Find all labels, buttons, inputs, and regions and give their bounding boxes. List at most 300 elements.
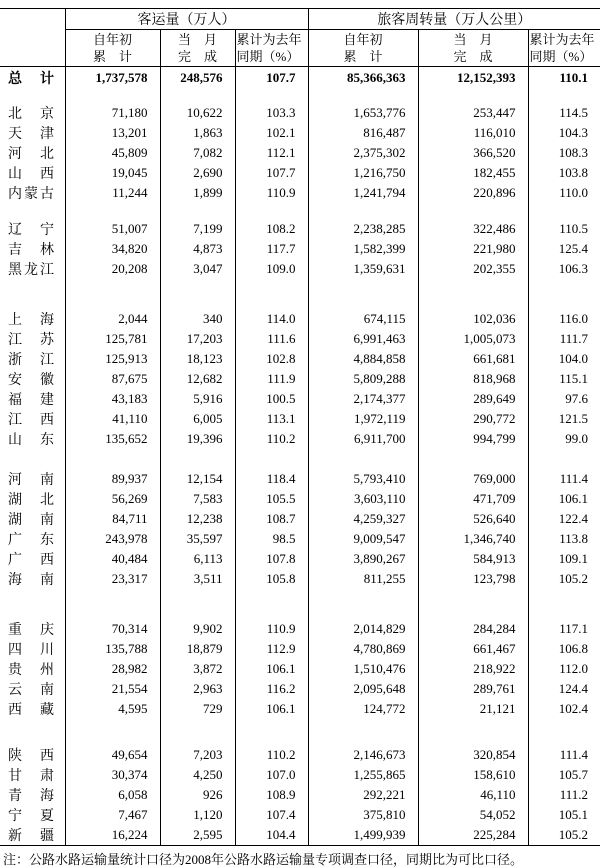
spacer-cell <box>0 449 65 469</box>
region-name-cell <box>0 765 65 785</box>
passenger-cumulative-value: 23,317 <box>65 569 160 589</box>
passenger-cumulative-value: 21,554 <box>65 679 160 699</box>
region-name-cell <box>0 309 65 329</box>
header-line: 完 成 <box>177 49 217 64</box>
turnover-yoy-value: 111.4 <box>559 471 588 486</box>
spacer-cell <box>235 89 308 103</box>
passenger-turnover-group-header: 旅客周转量（万人公里） <box>308 9 600 30</box>
passenger-cumulative-value: 49,654 <box>65 745 160 765</box>
passenger-yoy-value: 107.4 <box>235 805 308 825</box>
passenger-month-value: 7,203 <box>160 745 235 765</box>
passenger-month-value: 4,873 <box>160 239 235 259</box>
turnover-cumulative-value: 5,809,288 <box>308 369 418 389</box>
turnover-cumulative-value: 3,603,110 <box>308 489 418 509</box>
spacer-cell <box>235 279 308 309</box>
turnover-cumulative-value: 6,991,463 <box>308 329 418 349</box>
header-line: 同期（%） <box>529 49 593 64</box>
region-name-cell <box>0 163 65 183</box>
passenger-yoy-value: 112.1 <box>235 143 308 163</box>
turnover-month-value: 289,649 <box>418 389 528 409</box>
spacer-row <box>0 589 600 619</box>
spacer-cell <box>308 279 418 309</box>
passenger-yoy-value: 105.5 <box>235 489 308 509</box>
spacer-cell <box>418 279 528 309</box>
passenger-month-value: 729 <box>160 699 235 719</box>
spacer-cell <box>308 203 418 219</box>
passenger-yoy-value: 105.8 <box>235 569 308 589</box>
passenger-yoy-value: 103.3 <box>235 103 308 123</box>
passenger-cumulative-value: 125,913 <box>65 349 160 369</box>
region-name: 贵州 <box>8 663 54 678</box>
passenger-cumulative-value: 6,058 <box>65 785 160 805</box>
turnover-month-value: 769,000 <box>418 469 528 489</box>
passenger-month-value: 17,203 <box>160 329 235 349</box>
province-row <box>0 619 600 639</box>
turnover-yoy-value: 124.4 <box>558 681 588 696</box>
turnover-cumulative-value: 292,221 <box>308 785 418 805</box>
region-name: 内蒙古 <box>8 187 54 202</box>
passenger-yoy-value: 117.7 <box>235 239 308 259</box>
region-name: 四川 <box>8 643 54 658</box>
passenger-cumulative-value: 19,045 <box>65 163 160 183</box>
passenger-yoy-value: 107.7 <box>235 67 308 90</box>
passenger-cumulative-value: 71,180 <box>65 103 160 123</box>
turnover-cumulative-value: 674,115 <box>308 309 418 329</box>
region-name-cell <box>0 549 65 569</box>
passenger-month-value: 1,899 <box>160 183 235 203</box>
turnover-cumulative-value: 1,582,399 <box>308 239 418 259</box>
spacer-cell <box>0 589 65 619</box>
turnover-month-value: 584,913 <box>418 549 528 569</box>
turnover-month-value: 12,152,393 <box>418 67 528 90</box>
passenger-cumulative-value: 7,467 <box>65 805 160 825</box>
province-row <box>0 639 600 659</box>
spacer-cell <box>418 449 528 469</box>
region-name: 黑龙江 <box>8 263 54 278</box>
turnover-cumulative-value: 1,255,865 <box>308 765 418 785</box>
province-row <box>0 529 600 549</box>
passenger-month-value: 3,511 <box>160 569 235 589</box>
spacer-row <box>0 89 600 103</box>
province-row <box>0 183 600 203</box>
province-row <box>0 103 600 123</box>
passenger-cumulative-value: 125,781 <box>65 329 160 349</box>
passenger-month-value: 18,879 <box>160 639 235 659</box>
turnover-yoy-value: 117.1 <box>559 621 588 636</box>
region-name-cell <box>0 529 65 549</box>
turnover-cumulative-value: 811,255 <box>308 569 418 589</box>
passenger-yoy-value: 107.0 <box>235 765 308 785</box>
spacer-cell <box>308 89 418 103</box>
passenger-cumulative-value: 41,110 <box>65 409 160 429</box>
footnote: 注：公路水路运输量统计口径为2008年公路水路运输量专项调查口径，同期比为可比口径。 <box>3 852 524 867</box>
turnover-month-value: 818,968 <box>418 369 528 389</box>
passenger-month-value: 340 <box>160 309 235 329</box>
turnover-month-value: 158,610 <box>418 765 528 785</box>
spacer-cell <box>160 279 235 309</box>
province-row <box>0 389 600 409</box>
turnover-month-value: 253,447 <box>418 103 528 123</box>
region-name: 宁夏 <box>8 809 54 824</box>
passenger-cumulative-value: 2,044 <box>65 309 160 329</box>
turnover-yoy-value: 110.1 <box>559 70 588 85</box>
passenger-cumulative-value: 87,675 <box>65 369 160 389</box>
region-name-cell <box>0 409 65 429</box>
passenger-yoy-value: 110.9 <box>235 619 308 639</box>
region-name-cell <box>0 259 65 279</box>
region-name: 河南 <box>8 473 54 488</box>
province-row <box>0 369 600 389</box>
province-row <box>0 765 600 785</box>
region-name-cell <box>0 389 65 409</box>
turnover-yoy-value: 113.8 <box>559 531 588 546</box>
turnover-yoy-value: 105.1 <box>558 807 588 822</box>
province-row <box>0 349 600 369</box>
region-name-cell <box>0 679 65 699</box>
header-line: 完 成 <box>453 49 493 64</box>
province-row <box>0 469 600 489</box>
province-row <box>0 549 600 569</box>
spacer-cell <box>65 719 160 745</box>
passenger-yoy-value: 110.9 <box>235 183 308 203</box>
passenger-month-value: 12,238 <box>160 509 235 529</box>
passenger-yoy-value: 100.5 <box>235 389 308 409</box>
spacer-cell <box>0 279 65 309</box>
col-header-turnover-cumulative <box>308 30 418 67</box>
turnover-yoy-value: 104.0 <box>558 351 588 366</box>
region-name-cell <box>0 103 65 123</box>
region-name-cell <box>0 143 65 163</box>
passenger-yoy-value: 110.2 <box>235 745 308 765</box>
spacer-cell <box>160 203 235 219</box>
region-name-cell <box>0 469 65 489</box>
passenger-yoy-value: 110.2 <box>235 429 308 449</box>
region-name-cell <box>0 699 65 719</box>
passenger-month-value: 248,576 <box>160 67 235 90</box>
passenger-yoy-value: 111.9 <box>235 369 308 389</box>
turnover-cumulative-value: 4,884,858 <box>308 349 418 369</box>
passenger-yoy-value: 118.4 <box>235 469 308 489</box>
passenger-cumulative-value: 89,937 <box>65 469 160 489</box>
turnover-yoy-value: 106.3 <box>558 261 588 276</box>
header-line: 自年初 <box>343 32 383 47</box>
turnover-cumulative-value: 2,238,285 <box>308 219 418 239</box>
turnover-month-value: 21,121 <box>418 699 528 719</box>
passenger-yoy-value: 107.7 <box>235 163 308 183</box>
spacer-cell <box>65 589 160 619</box>
spacer-cell <box>65 89 160 103</box>
col-header-passenger-yoy <box>235 30 308 67</box>
spacer-cell <box>235 449 308 469</box>
spacer-cell <box>65 279 160 309</box>
passenger-yoy-value: 113.1 <box>235 409 308 429</box>
turnover-month-value: 994,799 <box>418 429 528 449</box>
passenger-cumulative-value: 40,484 <box>65 549 160 569</box>
turnover-cumulative-value: 2,375,302 <box>308 143 418 163</box>
turnover-yoy-value: 111.7 <box>559 331 588 346</box>
region-name: 福建 <box>8 393 54 408</box>
region-name: 重庆 <box>8 623 54 638</box>
turnover-month-value: 661,467 <box>418 639 528 659</box>
province-row <box>0 569 600 589</box>
passenger-month-value: 7,583 <box>160 489 235 509</box>
spacer-cell <box>235 719 308 745</box>
passenger-cumulative-value: 70,314 <box>65 619 160 639</box>
spacer-cell <box>160 719 235 745</box>
province-row <box>0 699 600 719</box>
turnover-month-value: 526,640 <box>418 509 528 529</box>
turnover-month-value: 225,284 <box>418 825 528 846</box>
header-line: 同期（%） <box>236 49 300 64</box>
region-name: 江苏 <box>8 333 54 348</box>
region-name: 湖北 <box>8 493 54 508</box>
passenger-month-value: 2,595 <box>160 825 235 846</box>
turnover-cumulative-value: 2,146,673 <box>308 745 418 765</box>
header-line: 自年初 <box>92 32 132 47</box>
passenger-yoy-value: 109.0 <box>235 259 308 279</box>
region-name: 湖南 <box>8 513 54 528</box>
passenger-month-value: 6,113 <box>160 549 235 569</box>
turnover-month-value: 220,896 <box>418 183 528 203</box>
turnover-yoy-value: 105.2 <box>558 571 588 586</box>
passenger-cumulative-value: 135,652 <box>65 429 160 449</box>
turnover-yoy-value: 97.6 <box>565 391 588 406</box>
turnover-month-value: 182,455 <box>418 163 528 183</box>
turnover-yoy-value: 105.2 <box>558 827 588 842</box>
turnover-cumulative-value: 4,259,327 <box>308 509 418 529</box>
passenger-volume-group-header: 客运量（万人） <box>65 9 308 30</box>
passenger-yoy-value: 116.2 <box>235 679 308 699</box>
turnover-cumulative-value: 816,487 <box>308 123 418 143</box>
turnover-cumulative-value: 1,359,631 <box>308 259 418 279</box>
province-row <box>0 329 600 349</box>
spacer-row <box>0 449 600 469</box>
passenger-cumulative-value: 11,244 <box>65 183 160 203</box>
region-name-cell <box>0 239 65 259</box>
passenger-cumulative-value: 16,224 <box>65 825 160 846</box>
province-row <box>0 259 600 279</box>
passenger-yoy-value: 104.4 <box>235 825 308 846</box>
turnover-cumulative-value: 1,972,119 <box>308 409 418 429</box>
turnover-yoy-value: 114.5 <box>559 105 588 120</box>
turnover-yoy-value: 104.3 <box>558 125 588 140</box>
turnover-month-value: 284,284 <box>418 619 528 639</box>
spacer-cell <box>418 589 528 619</box>
spacer-cell <box>160 89 235 103</box>
region-name-cell <box>0 509 65 529</box>
turnover-month-value: 102,036 <box>418 309 528 329</box>
turnover-yoy-value: 106.8 <box>558 641 588 656</box>
province-row <box>0 163 600 183</box>
passenger-yoy-value: 108.7 <box>235 509 308 529</box>
passenger-month-value: 2,690 <box>160 163 235 183</box>
turnover-cumulative-value: 4,780,869 <box>308 639 418 659</box>
turnover-month-value: 322,486 <box>418 219 528 239</box>
turnover-month-value: 116,010 <box>418 123 528 143</box>
region-name-cell <box>0 639 65 659</box>
passenger-month-value: 35,597 <box>160 529 235 549</box>
turnover-month-value: 221,980 <box>418 239 528 259</box>
turnover-month-value: 366,520 <box>418 143 528 163</box>
region-name: 广东 <box>8 533 54 548</box>
province-row <box>0 679 600 699</box>
turnover-yoy-value: 109.1 <box>558 551 588 566</box>
passenger-yoy-value: 102.1 <box>235 123 308 143</box>
passenger-cumulative-value: 28,982 <box>65 659 160 679</box>
region-name-cell <box>0 825 65 846</box>
passenger-cumulative-value: 4,595 <box>65 699 160 719</box>
passenger-cumulative-value: 30,374 <box>65 765 160 785</box>
region-name-cell <box>0 329 65 349</box>
province-row <box>0 429 600 449</box>
turnover-cumulative-value: 1,510,476 <box>308 659 418 679</box>
passenger-month-value: 5,916 <box>160 389 235 409</box>
passenger-month-value: 10,622 <box>160 103 235 123</box>
region-name-cell <box>0 489 65 509</box>
province-row <box>0 825 600 846</box>
region-name: 天津 <box>8 127 54 142</box>
total-label: 总计 <box>8 72 54 87</box>
passenger-yoy-value: 106.1 <box>235 659 308 679</box>
spacer-row <box>0 203 600 219</box>
region-name: 北京 <box>8 107 54 122</box>
passenger-yoy-value: 108.2 <box>235 219 308 239</box>
header-line: 累 计 <box>343 49 383 64</box>
passenger-cumulative-value: 43,183 <box>65 389 160 409</box>
turnover-cumulative-value: 1,216,750 <box>308 163 418 183</box>
transport-statistics-table <box>0 8 600 846</box>
region-name: 山西 <box>8 167 54 182</box>
region-name: 安徽 <box>8 373 54 388</box>
passenger-cumulative-value: 84,711 <box>65 509 160 529</box>
turnover-yoy-value: 122.4 <box>558 511 588 526</box>
region-name-cell <box>0 219 65 239</box>
region-name: 青海 <box>8 789 54 804</box>
turnover-month-value: 218,922 <box>418 659 528 679</box>
passenger-month-value: 7,199 <box>160 219 235 239</box>
passenger-month-value: 9,902 <box>160 619 235 639</box>
passenger-yoy-value: 108.9 <box>235 785 308 805</box>
region-name: 辽宁 <box>8 223 54 238</box>
turnover-cumulative-value: 3,890,267 <box>308 549 418 569</box>
turnover-month-value: 320,854 <box>418 745 528 765</box>
province-row <box>0 509 600 529</box>
spacer-cell <box>160 449 235 469</box>
turnover-month-value: 289,761 <box>418 679 528 699</box>
spacer-row <box>0 719 600 745</box>
turnover-cumulative-value: 2,095,648 <box>308 679 418 699</box>
passenger-cumulative-value: 51,007 <box>65 219 160 239</box>
turnover-cumulative-value: 85,366,363 <box>308 67 418 90</box>
spacer-row <box>0 279 600 309</box>
region-name-cell <box>0 805 65 825</box>
passenger-month-value: 4,250 <box>160 765 235 785</box>
turnover-cumulative-value: 2,174,377 <box>308 389 418 409</box>
turnover-cumulative-value: 124,772 <box>308 699 418 719</box>
col-header-turnover-yoy <box>528 30 600 67</box>
group-header-row <box>0 9 600 30</box>
turnover-yoy-value: 111.4 <box>559 747 588 762</box>
turnover-month-value: 123,798 <box>418 569 528 589</box>
turnover-cumulative-value: 1,653,776 <box>308 103 418 123</box>
province-row <box>0 309 600 329</box>
passenger-cumulative-value: 1,737,578 <box>65 67 160 90</box>
turnover-month-value: 290,772 <box>418 409 528 429</box>
spacer-cell <box>308 449 418 469</box>
region-name: 云南 <box>8 683 54 698</box>
province-row <box>0 659 600 679</box>
header-line: 当 月 <box>453 32 493 47</box>
passenger-cumulative-value: 20,208 <box>65 259 160 279</box>
passenger-yoy-value: 98.5 <box>235 529 308 549</box>
passenger-month-value: 12,154 <box>160 469 235 489</box>
passenger-yoy-value: 111.6 <box>235 329 308 349</box>
turnover-cumulative-value: 1,499,939 <box>308 825 418 846</box>
region-name: 吉林 <box>8 243 54 258</box>
passenger-cumulative-value: 13,201 <box>65 123 160 143</box>
passenger-month-value: 7,082 <box>160 143 235 163</box>
spacer-cell <box>0 203 65 219</box>
turnover-yoy-value: 106.1 <box>558 491 588 506</box>
region-name: 甘肃 <box>8 769 54 784</box>
column-header-row <box>0 30 600 67</box>
turnover-yoy-value: 112.0 <box>559 661 588 676</box>
region-name-cell <box>0 659 65 679</box>
passenger-yoy-value: 112.9 <box>235 639 308 659</box>
region-column-header <box>0 9 65 67</box>
region-name: 陕西 <box>8 749 54 764</box>
turnover-yoy-value: 111.2 <box>559 787 588 802</box>
turnover-yoy-value: 99.0 <box>565 431 588 446</box>
passenger-cumulative-value: 34,820 <box>65 239 160 259</box>
passenger-yoy-value: 106.1 <box>235 699 308 719</box>
turnover-yoy-value: 110.5 <box>559 221 588 236</box>
province-row <box>0 409 600 429</box>
spacer-cell <box>528 203 600 219</box>
spacer-cell <box>528 279 600 309</box>
header-line: 累计为去年 <box>236 32 302 47</box>
col-header-turnover-month <box>418 30 528 67</box>
province-row <box>0 489 600 509</box>
turnover-yoy-value: 103.8 <box>558 165 588 180</box>
turnover-cumulative-value: 375,810 <box>308 805 418 825</box>
passenger-month-value: 18,123 <box>160 349 235 369</box>
turnover-yoy-value: 121.5 <box>558 411 588 426</box>
turnover-month-value: 661,681 <box>418 349 528 369</box>
spacer-cell <box>528 589 600 619</box>
spacer-cell <box>308 719 418 745</box>
region-name-cell <box>0 785 65 805</box>
spacer-cell <box>528 89 600 103</box>
total-row <box>0 67 600 90</box>
region-name: 广西 <box>8 553 54 568</box>
region-name-cell <box>0 745 65 765</box>
region-name: 浙江 <box>8 353 54 368</box>
spacer-cell <box>528 719 600 745</box>
turnover-yoy-value: 110.0 <box>559 185 588 200</box>
region-name-cell <box>0 429 65 449</box>
spacer-cell <box>528 449 600 469</box>
passenger-month-value: 6,005 <box>160 409 235 429</box>
turnover-month-value: 46,110 <box>418 785 528 805</box>
region-name: 江西 <box>8 413 54 428</box>
spacer-cell <box>418 89 528 103</box>
spacer-cell <box>235 203 308 219</box>
passenger-cumulative-value: 135,788 <box>65 639 160 659</box>
province-row <box>0 143 600 163</box>
region-name-cell <box>0 183 65 203</box>
region-name-cell <box>0 123 65 143</box>
